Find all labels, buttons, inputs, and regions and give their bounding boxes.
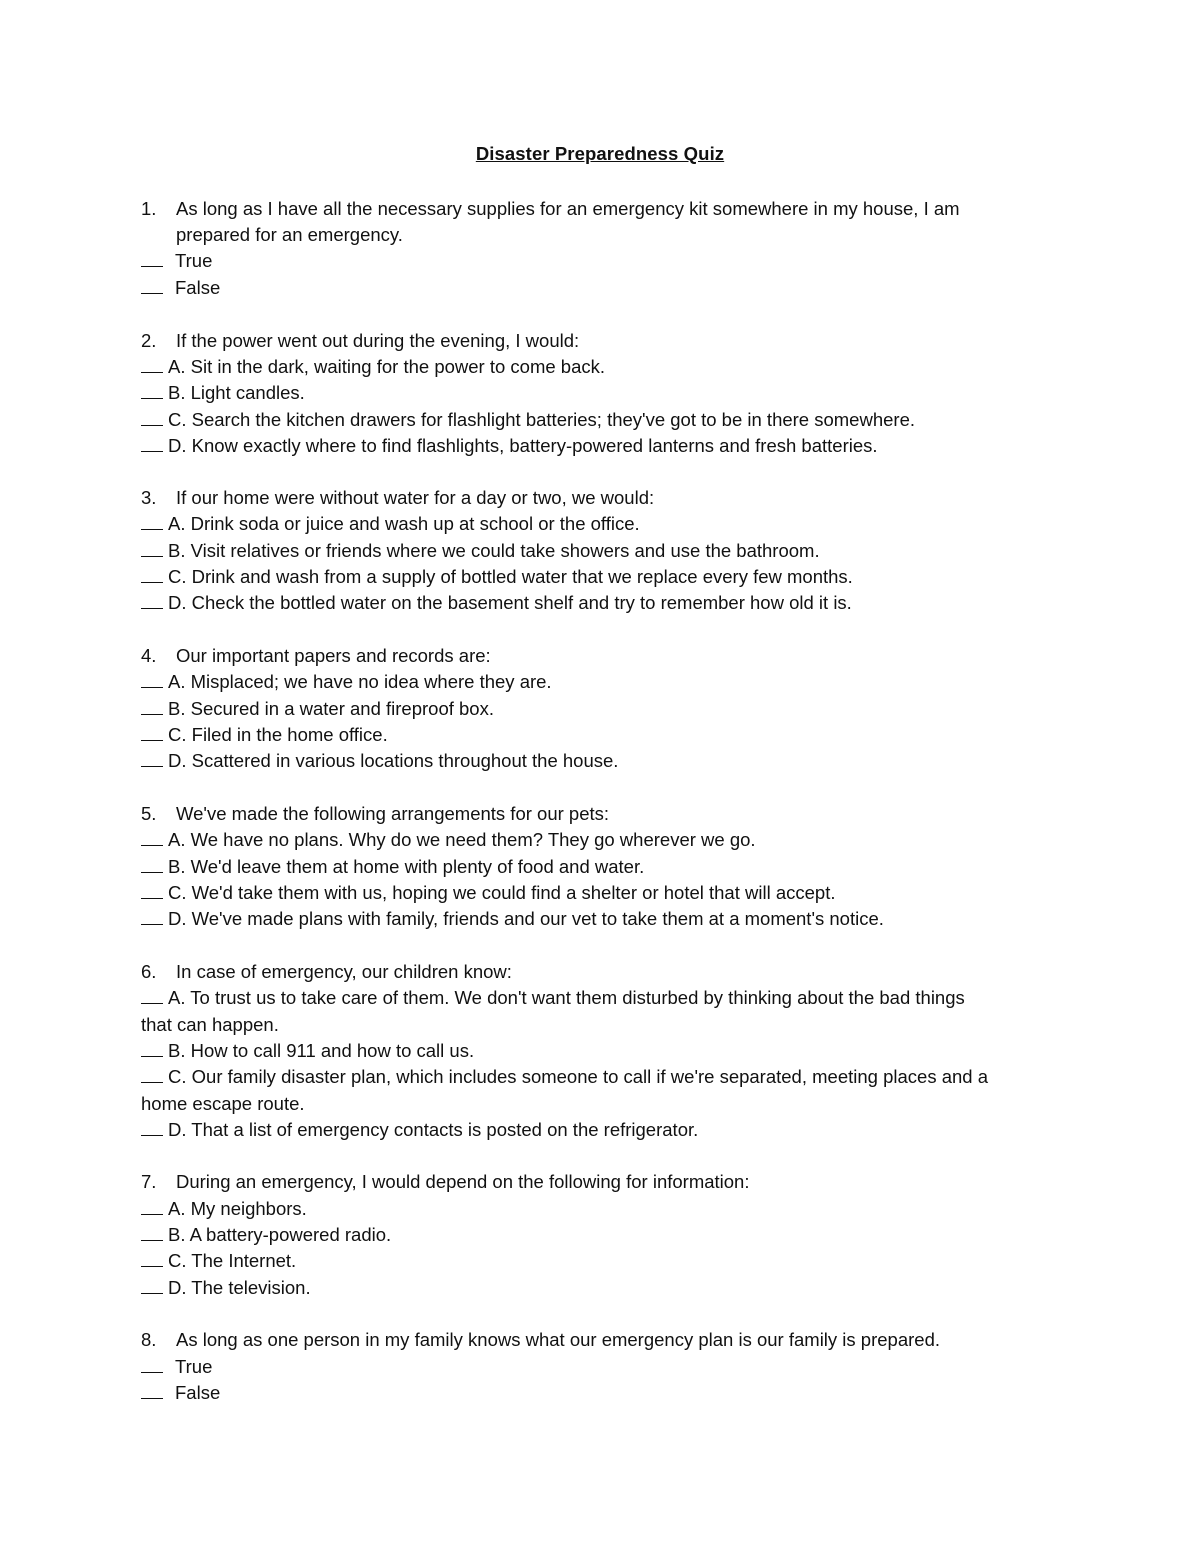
answer-option: C. Our family disaster plan, which includes someone to call if we're separated, meeting places and a bbox=[141, 1065, 988, 1089]
answer-blank[interactable] bbox=[141, 566, 163, 583]
question-number: 3. bbox=[141, 487, 157, 508]
answer-blank[interactable] bbox=[141, 908, 163, 925]
answer-option: A. We have no plans. Why do we need them? They go wherever we go. bbox=[141, 828, 756, 852]
answer-option: D. Know exactly where to find flashlights, battery-powered lanterns and fresh batteries. bbox=[141, 434, 878, 458]
answer-blank[interactable] bbox=[141, 513, 163, 530]
question-number: 7. bbox=[141, 1171, 157, 1192]
answer-blank[interactable] bbox=[141, 750, 163, 767]
answer-option: B. Visit relatives or friends where we could take showers and use the bathroom. bbox=[141, 539, 820, 563]
answer-blank[interactable] bbox=[141, 592, 163, 609]
answer-option: A. Drink soda or juice and wash up at school or the office. bbox=[141, 512, 640, 536]
answer-option: A. My neighbors. bbox=[141, 1197, 307, 1221]
question-number: 6. bbox=[141, 961, 157, 982]
question-text: If our home were without water for a day or two, we would: bbox=[176, 487, 655, 508]
answer-blank[interactable] bbox=[141, 1277, 163, 1294]
answer-option: False bbox=[141, 276, 220, 300]
page-title: Disaster Preparedness Quiz bbox=[475, 143, 725, 164]
question-4 bbox=[141, 644, 491, 668]
answer-blank[interactable] bbox=[141, 409, 163, 426]
answer-option: B. We'd leave them at home with plenty of food and water. bbox=[141, 855, 644, 879]
answer-blank[interactable] bbox=[141, 250, 163, 267]
answer-option: True bbox=[141, 1355, 212, 1379]
answer-blank[interactable] bbox=[141, 1382, 163, 1399]
question-text: We've made the following arrangements for our pets: bbox=[176, 803, 610, 824]
answer-option: A. Misplaced; we have no idea where they are. bbox=[141, 670, 552, 694]
question-5 bbox=[141, 802, 609, 826]
question-text: As long as I have all the necessary supplies for an emergency kit somewhere in my house, I am bbox=[176, 198, 960, 219]
answer-blank[interactable] bbox=[141, 1040, 163, 1057]
question-7 bbox=[141, 1170, 750, 1194]
question-text: Our important papers and records are: bbox=[176, 645, 491, 666]
answer-blank[interactable] bbox=[141, 987, 163, 1004]
answer-blank[interactable] bbox=[141, 1356, 163, 1373]
answer-option: B. Secured in a water and fireproof box. bbox=[141, 697, 494, 721]
question-number: 4. bbox=[141, 645, 157, 666]
answer-blank[interactable] bbox=[141, 1119, 163, 1136]
answer-blank[interactable] bbox=[141, 540, 163, 557]
question-number: 5. bbox=[141, 803, 157, 824]
answer-option: D. Check the bottled water on the basement shelf and try to remember how old it is. bbox=[141, 591, 852, 615]
answer-blank[interactable] bbox=[141, 277, 163, 294]
answer-blank[interactable] bbox=[141, 1066, 163, 1083]
answer-option-continued: home escape route. bbox=[141, 1093, 305, 1114]
question-text: If the power went out during the evening, I would: bbox=[176, 330, 580, 351]
answer-option: False bbox=[141, 1381, 220, 1405]
answer-blank[interactable] bbox=[141, 829, 163, 846]
answer-option: C. Drink and wash from a supply of bottled water that we replace every few months. bbox=[141, 565, 853, 589]
answer-option: D. The television. bbox=[141, 1276, 311, 1300]
answer-option: D. We've made plans with family, friends and our vet to take them at a moment's notice. bbox=[141, 907, 884, 931]
answer-blank[interactable] bbox=[141, 1198, 163, 1215]
answer-option: C. Filed in the home office. bbox=[141, 723, 388, 747]
answer-option: True bbox=[141, 249, 212, 273]
answer-blank[interactable] bbox=[141, 382, 163, 399]
question-text: As long as one person in my family knows what our emergency plan is our family is prepared. bbox=[176, 1329, 940, 1350]
question-1-continued: prepared for an emergency. bbox=[176, 224, 403, 245]
answer-option: D. That a list of emergency contacts is posted on the refrigerator. bbox=[141, 1118, 698, 1142]
answer-blank[interactable] bbox=[141, 1250, 163, 1267]
answer-blank[interactable] bbox=[141, 882, 163, 899]
answer-option: D. Scattered in various locations throughout the house. bbox=[141, 749, 618, 773]
answer-option: A. Sit in the dark, waiting for the power to come back. bbox=[141, 355, 605, 379]
answer-option: C. Search the kitchen drawers for flashlight batteries; they've got to be in there somewhere. bbox=[141, 408, 915, 432]
answer-option: B. A battery-powered radio. bbox=[141, 1223, 391, 1247]
question-6 bbox=[141, 960, 512, 984]
question-1 bbox=[141, 197, 960, 221]
answer-option: C. The Internet. bbox=[141, 1249, 296, 1273]
answer-blank[interactable] bbox=[141, 856, 163, 873]
answer-option: B. Light candles. bbox=[141, 381, 305, 405]
answer-blank[interactable] bbox=[141, 356, 163, 373]
answer-blank[interactable] bbox=[141, 435, 163, 452]
answer-blank[interactable] bbox=[141, 1224, 163, 1241]
question-8 bbox=[141, 1328, 940, 1352]
answer-option-continued: that can happen. bbox=[141, 1014, 279, 1035]
question-text: During an emergency, I would depend on the following for information: bbox=[176, 1171, 750, 1192]
question-number: 1. bbox=[141, 198, 157, 219]
answer-option: B. How to call 911 and how to call us. bbox=[141, 1039, 474, 1063]
answer-option: C. We'd take them with us, hoping we could find a shelter or hotel that will accept. bbox=[141, 881, 835, 905]
question-3 bbox=[141, 486, 654, 510]
answer-blank[interactable] bbox=[141, 698, 163, 715]
question-text: In case of emergency, our children know: bbox=[176, 961, 512, 982]
answer-option: A. To trust us to take care of them. We don't want them disturbed by thinking about the bad things bbox=[141, 986, 965, 1010]
question-number: 8. bbox=[141, 1329, 157, 1350]
answer-blank[interactable] bbox=[141, 724, 163, 741]
answer-blank[interactable] bbox=[141, 671, 163, 688]
question-number: 2. bbox=[141, 330, 157, 351]
question-2 bbox=[141, 329, 579, 353]
